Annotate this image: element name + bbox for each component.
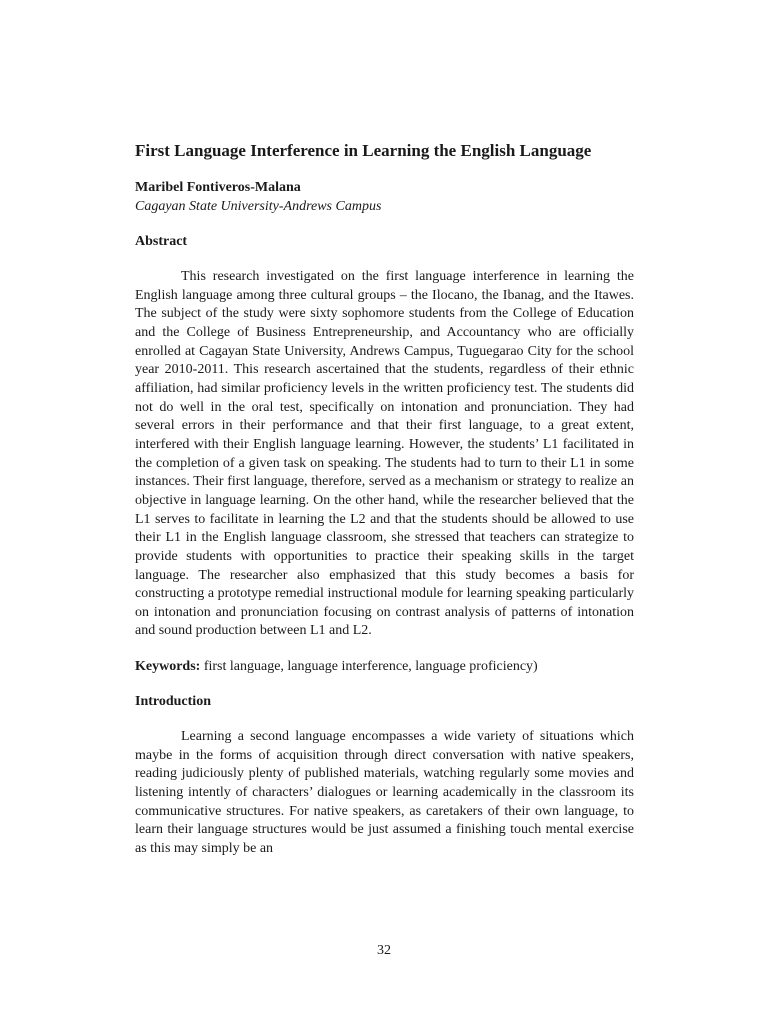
- page-number: 32: [377, 943, 391, 958]
- paper-content: [135, 140, 634, 875]
- introduction-paragraph: Learning a second language encompasses a wide variety of situations which maybe in the forms of acquisition through direct conversation with native speakers, reading judiciously plenty of published materials, watching regularly some movies and listening intently of characters’ dialogues or learning academically in the classroom its communicative structures. For native speakers, as caretakers of their own language, to learn their language structures would be just assumed a finishing touch mental exercise as this may simply be an: [135, 729, 634, 857]
- paper-title: First Language Interference in Learning the English Language: [135, 141, 592, 160]
- keywords-label: Keywords:: [135, 659, 201, 675]
- keywords-line: [135, 657, 634, 676]
- author-affiliation: Cagayan State University-Andrews Campus: [135, 199, 382, 214]
- keywords-text: first language, language interference, language proficiency): [200, 659, 538, 675]
- introduction-heading: Introduction: [135, 694, 211, 710]
- abstract-heading: Abstract: [135, 234, 188, 249]
- abstract-paragraph: This research investigated on the first language interference in learning the English language among three cultural groups – the Ilocano, the Ibanag, and the Itawes. The subject of the study were sixty sophomore students from the College of Education and the College of Business Entrepreneurship, and Accountancy who are officially enrolled at Cagayan State University, Andrews Campus, Tuguegarao City for the school year 2010-2011. This research ascertained that the students, regardless of their ethnic affiliation, had similar proficiency levels in the written proficiency test. The students did not do well in the oral test, specifically on intonation and pronunciation. They had several errors in their performance and that their first language, to a great extent, interfered with their English language learning. However, the students’ L1 facilitated in the completion of a given task on speaking. The students had to turn to their L1 in some instances. Their first language, therefore, served as a mechanism or strategy to realize an objective in language learning. On the other hand, while the researcher believed that the L1 serves to facilitate in learning the L2 and that the students should be allowed to use their L1 in the English language classroom, she stressed that teachers can strategize to provide students with opportunities to practice their speaking skills in the target language. The researcher also emphasized that this study becomes a basis for constructing a prototype remedial instructional module for learning speaking particularly on intonation and pronunciation focusing on contrast analysis of patterns of intonation and sound production between L1 and L2.: [135, 269, 634, 639]
- author-name: Maribel Fontiveros-Malana: [135, 180, 301, 195]
